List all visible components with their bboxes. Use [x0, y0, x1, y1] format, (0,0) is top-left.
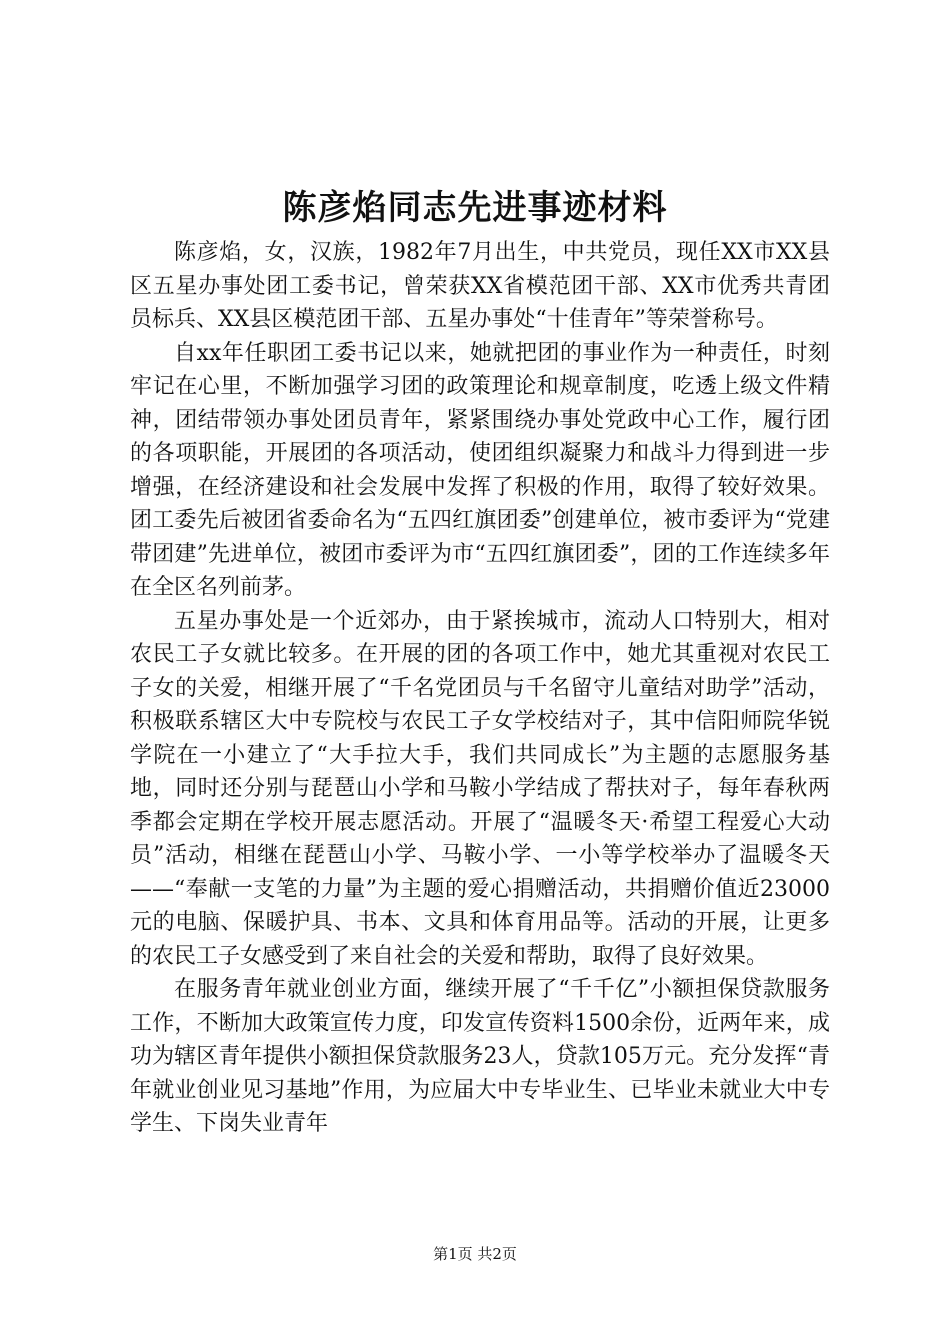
paragraph: 自xx年任职团工委书记以来，她就把团的事业作为一种责任，时刻牢记在心里，不断加强学习团的政策理论和规章制度，吃透上级文件精神，团结带领办事处团员青年，紧紧围绕办事处党政中心工作，履行团的各项职能，开展团的各项活动，使团组织凝聚力和战斗力得到进一步增强，在经济建设和社会发展中发挥了积极的作用，取得了较好效果。团工委先后被团省委命名为“五四红旗团委”创建单位，被市委评为“党建带团建”先进单位，被团市委评为市“五四红旗团委”，团的工作连续多年在全区名列前茅。	[130, 340, 830, 600]
page-footer: 第1页 共2页	[433, 1245, 517, 1263]
paragraph: 五星办事处是一个近郊办，由于紧挨城市，流动人口特别大，相对农民工子女就比较多。在开展的团的各项工作中，她尤其重视对农民工子女的关爱，相继开展了“千名党团员与千名留守儿童结对助学”活动，积极联系辖区大中专院校与农民工子女学校结对子，其中信阳师院华锐学院在一小建立了“大手拉大手，我们共同成长”为主题的志愿服务基地，同时还分别与琵琶山小学和马鞍小学结成了帮扶对子，每年春秋两季都会定期在学校开展志愿活动。开展了“温暖冬天·希望工程爱心大动员”活动，相继在琵琶山小学、马鞍小学、一小等学校举办了温暖冬天——“奉献一支笔的力量”为主题的爱心捐赠活动，共捐赠价值近23000元的电脑、保暖护具、书本、文具和体育用品等。活动的开展，让更多的农民工子女感受到了来自社会的关爱和帮助，取得了良好效果。	[130, 608, 830, 969]
document-body	[130, 236, 830, 1141]
paragraph: 在服务青年就业创业方面，继续开展了“千千亿”小额担保贷款服务工作，不断加大政策宣传力度，印发宣传资料1500余份，近两年来，成功为辖区青年提供小额担保贷款服务23人，贷款105万元。充分发挥“青年就业创业见习基地”作用，为应届大中专毕业生、已毕业未就业大中专学生、下岗失业青年	[130, 977, 830, 1136]
paragraph: 陈彦焰，女，汉族，1982年7月出生，中共党员，现任XX市XX县区五星办事处团工委书记，曾荣获XX省模范团干部、XX市优秀共青团员标兵、XX县区模范团干部、五星办事处“十佳青年”等荣誉称号。	[130, 240, 830, 332]
document-title: 陈彦焰同志先进事迹材料	[282, 188, 668, 228]
